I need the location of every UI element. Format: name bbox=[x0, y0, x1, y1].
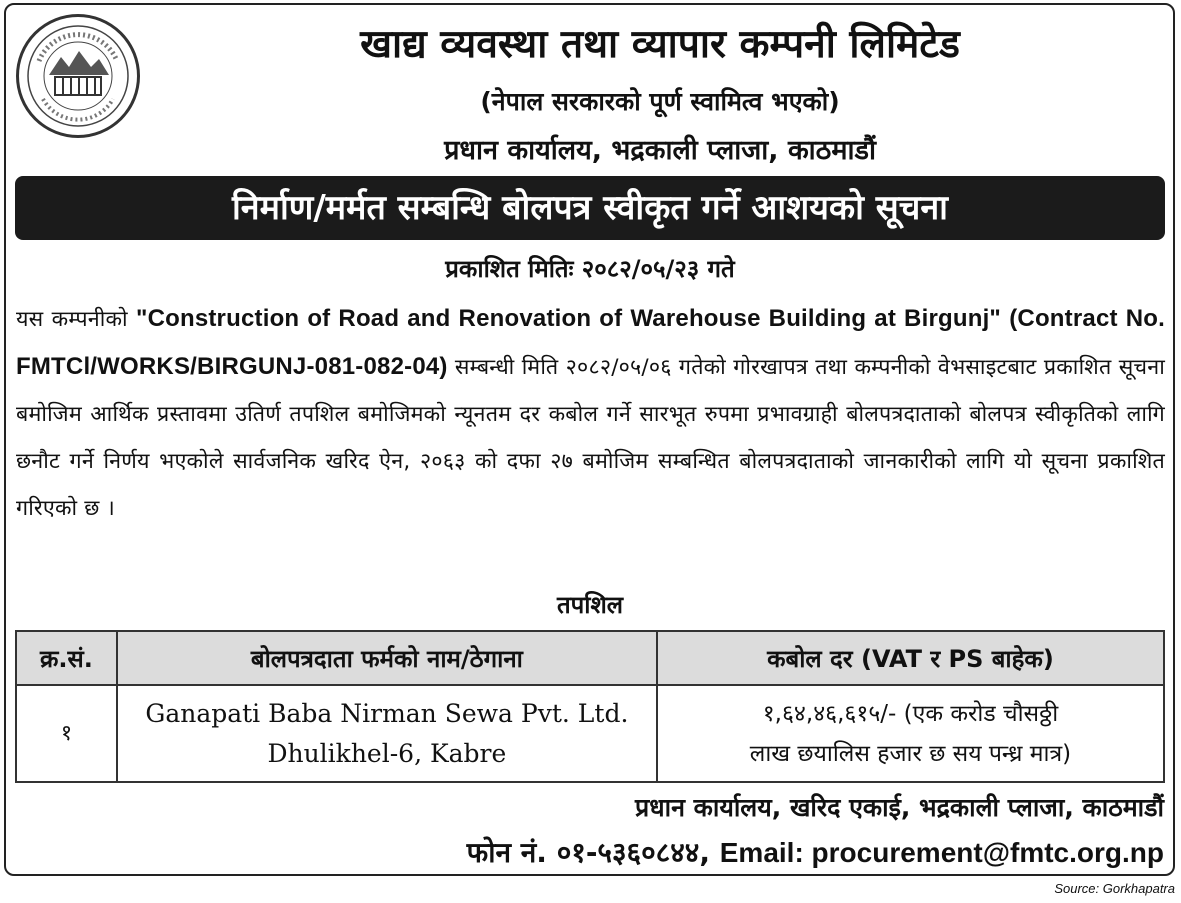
head-office-address: प्रधान कार्यालय, भद्रकाली प्लाजा, काठमाडौं bbox=[444, 135, 876, 166]
cell-sn: १ bbox=[16, 685, 117, 782]
table-row bbox=[16, 685, 1164, 782]
published-date: प्रकाशित मितिः २०८२/०५/२३ गते bbox=[445, 255, 735, 283]
bidder-table bbox=[15, 630, 1165, 783]
notice-title-banner: निर्माण/मर्मत सम्बन्धि बोलपत्र स्वीकृत गर्ने आशयको सूचना bbox=[15, 176, 1165, 240]
footer-phone: फोन नं. ०१-५३६०८४४, bbox=[466, 836, 710, 869]
contract-number: (Contract No. FMTCl/WORKS/BIRGUNJ-081-082-04) bbox=[16, 305, 1165, 380]
footer-office: प्रधान कार्यालय, खरिद एकाई, भद्रकाली प्लाजा, काठमाडौं bbox=[635, 793, 1164, 822]
col-header-firm: बोलपत्रदाता फर्मको नाम/ठेगाना bbox=[117, 631, 657, 685]
firm-address: Dhulikhel-6, Kabre bbox=[267, 738, 507, 768]
schedule-title: तपशिल bbox=[556, 591, 624, 619]
source-credit: Source: Gorkhapatra bbox=[1054, 881, 1175, 896]
footer-email: Email: procurement@fmtc.org.np bbox=[719, 837, 1164, 868]
project-title: "Construction of Road and Renovation of Warehouse Building at Birgunj" bbox=[135, 305, 1002, 332]
rate-line-1: १,६४,४६,६१५/- (एक करोड चौसठ्ठी bbox=[762, 700, 1059, 727]
notice-body bbox=[16, 295, 1165, 532]
firm-name: Ganapati Baba Nirman Sewa Pvt. Ltd. bbox=[145, 698, 629, 728]
body-text: सम्बन्धी मिति २०८२/०५/०६ गतेको गोरखापत्र तथा कम्पनीको वेभसाइटबाट प्रकाशित सूचना बमोजिम आर्थिक प्रस्तावमा उतिर्ण तपशिल बमोजिमको न्यूनतम दर कबोल गर्ने सारभूत रुपमा प्रभावग्राही बोलपत्रदाताको बोलपत्र स्वीकृतिको लागि छनौट गर्ने निर्णय भएकोले सार्वजनिक खरिद ऐन, २०६३ को दफा २७ बमोजिम सम्बन्धित बोलपत्रदाताको जानकारीको लागि यो सूचना प्रकाशित गरिएको छ । bbox=[16, 355, 1165, 521]
col-header-sn: क्र.सं. bbox=[16, 631, 117, 685]
emblem-icon bbox=[19, 17, 137, 135]
cell-rate bbox=[657, 685, 1164, 782]
rate-line-2: लाख छयालिस हजार छ सय पन्ध्र मात्र) bbox=[749, 740, 1072, 767]
company-name: खाद्य व्यवस्था तथा व्यापार कम्पनी लिमिटेड bbox=[360, 22, 960, 67]
footer-contact bbox=[467, 833, 1164, 871]
cell-firm bbox=[117, 685, 657, 782]
ownership-note: (नेपाल सरकारको पूर्ण स्वामित्व भएको) bbox=[480, 87, 840, 116]
col-header-rate: कबोल दर (VAT र PS बाहेक) bbox=[657, 631, 1164, 685]
body-intro: यस कम्पनीको bbox=[16, 307, 128, 332]
company-logo bbox=[16, 14, 140, 138]
table-header-row bbox=[16, 631, 1164, 685]
